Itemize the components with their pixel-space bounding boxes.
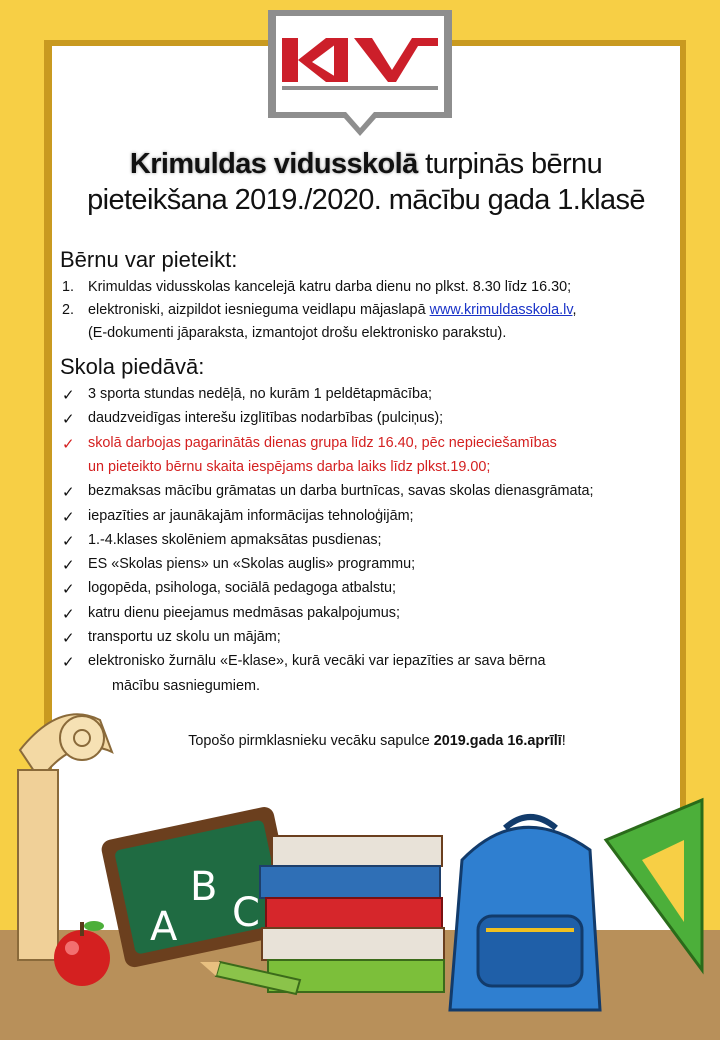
meeting-date: 2019.gada 16.aprīlī: [433, 733, 562, 749]
school-supplies-illustration: [0, 690, 720, 1040]
offer-item-text: logopēda, psihologa, sociālā pedagoga atbalstu;: [88, 580, 397, 597]
meeting-text: Topošo pirmklasnieku vecāku sapulce: [188, 733, 434, 749]
offer-item-text: iepazīties ar jaunākajām informācijas tehnoloģijām;: [88, 507, 414, 524]
school-website-link[interactable]: www.krimuldasskola.lv: [429, 302, 573, 318]
page-title: [54, 146, 678, 218]
offer-heading: Skola piedāvā:: [60, 354, 205, 379]
apply-item-suffix: ,: [572, 302, 577, 318]
offer-item-text: 3 sporta stundas nedēļā, no kurām 1 peldētapmācība;: [88, 386, 432, 402]
offer-item-text: skolā darbojas pagarinātās dienas grupa līdz 16.40, pēc nepieciešamības: [88, 434, 557, 451]
checkmark-icon: ✓: [62, 630, 75, 647]
title-school-name: Krimuldas vidusskolā: [129, 148, 418, 180]
backpack: [450, 817, 600, 1010]
offer-item-text: transportu uz skolu un mājām;: [88, 629, 281, 645]
offer-item-text: ES «Skolas piens» un «Skolas auglis» programmu;: [88, 556, 416, 573]
school-logo: [268, 10, 452, 146]
triangle-ruler: [606, 800, 702, 970]
checkmark-icon: ✓: [62, 581, 75, 599]
checkmark-icon: ✓: [62, 411, 75, 429]
apply-heading: Bērnu var pieteikt:: [60, 247, 238, 272]
checkmark-icon: ✓: [62, 508, 75, 526]
offer-item-text: katru dienu pieejamus medmāsas pakalpojumus;: [88, 604, 400, 621]
title-continues: turpinās bērnu: [417, 148, 603, 180]
offer-item-text: elektronisko žurnālu «E-klase», kurā vecāki var iepazīties ar sava bērna: [88, 653, 546, 670]
checkmark-icon: ✓: [62, 532, 75, 550]
offer-item-text: bezmaksas mācību grāmatas un darba burtnīcas, savas skolas dienasgrāmata;: [88, 483, 594, 500]
checkmark-icon: ✓: [62, 387, 75, 404]
offer-item-text: 1.-4.klases skolēniem apmaksātas pusdienas;: [88, 531, 382, 548]
apply-item-text: elektroniski, aizpildot iesnieguma veidlapu mājaslapā: [88, 302, 430, 318]
board-letter-c: C: [232, 890, 260, 936]
offer-item-text: daudzveidīgas interešu izglītības nodarbības (pulciņus);: [88, 410, 444, 427]
checkmark-icon: ✓: [62, 484, 75, 502]
offer-item-text: un pieteikto bērnu skaita iespējams darba laiks līdz plkst.19.00;: [88, 458, 491, 475]
checkmark-icon: ✓: [62, 435, 75, 453]
board-letter-b: B: [190, 864, 218, 910]
apply-item-text: (E-dokumenti jāparaksta, izmantojot drošu elektronisko parakstu).: [88, 325, 507, 341]
checkmark-icon: ✓: [62, 605, 75, 623]
title-line-2: pieteikšana 2019./2020. mācību gada 1.klasē: [87, 184, 645, 216]
board-letter-a: A: [150, 904, 178, 950]
checkmark-icon: ✓: [62, 654, 75, 672]
checkmark-icon: ✓: [62, 557, 75, 575]
apply-item-text: Krimuldas vidusskolas kancelejā katru darba dienu no plkst. 8.30 līdz 16.30;: [88, 279, 572, 295]
offer-item-text: mācību sasniegumiem.: [112, 677, 260, 694]
meeting-end: !: [561, 733, 566, 749]
apple: [54, 921, 110, 986]
apply-item-number: 2.: [62, 302, 75, 318]
apply-item-number: 1.: [62, 279, 75, 295]
book-stack: [260, 836, 444, 992]
